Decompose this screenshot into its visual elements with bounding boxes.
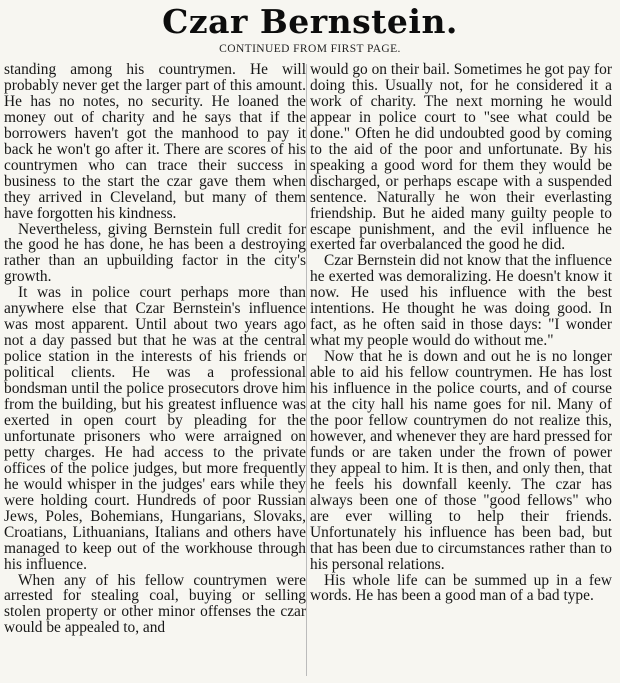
right-paragraph-3: Now that he is down and out he is no longer able to aid his fellow countrymen. He has lost his influence in the police courts, and of course at the city hall his name goes for nil. Many of the poor fellow countrymen do not realize this, however, and whenever they are hard pressed for funds or are taken under the frown of power they appeal to him. It is then, and only then, that he feels his downfall keenly. The czar has always been one of those "good fellows" who are ever willing to help their friends. Unfortunately his influence has been bad, but that has been due to circumstances rather than to his personal relations. (310, 348, 612, 573)
right-paragraph-1: would go on their bail. Sometimes he got pay for doing this. Usually not, for he considered it a work of charity. The next morning he would appear in police court to "see what could be done." Often he did undoubted good by coming to the aid of the poor and unfortunate. By his speaking a good word for them they would be discharged, or perhaps escape with a suspended sentence. Naturally he won their everlasting friendship. But he aided many guilty people to escape punishment, and the evil influence he exerted far overbalanced the good he did. (310, 62, 612, 254)
left-paragraph-4: When any of his fellow countrymen were arrested for stealing coal, buying or selling stolen property or other minor offenses the czar would be appealed to, and (4, 571, 306, 637)
left-column (4, 62, 306, 680)
column-divider (306, 64, 307, 676)
right-column (310, 62, 612, 680)
right-paragraph-2: Czar Bernstein did not know that the influence he exerted was demoralizing. He doesn't know it now. He used his influence with the best intentions. He thought he was doing good. In fact, as he often said in those days: "I wonder what my people would do without me." (310, 252, 612, 350)
left-paragraph-1: standing among his countrymen. He will probably never get the larger part of this amount. He has no notes, no security. He loaned the money out of charity and he says that if the borrowers haven't got the manhood to pay it back he won't go after it. There are scores of his countrymen who can trace their success in business to the start the czar gave them when they arrived in Cleveland, but many of them have forgotten his kindness. (4, 62, 306, 222)
left-paragraph-2: Nevertheless, giving Bernstein full credit for the good he has done, he has been a destroying rather than an upbuilding factor in the city's growth. (4, 220, 306, 286)
continuation-note: CONTINUED FROM FIRST PAGE. (219, 43, 401, 55)
left-paragraph-3: It was in police court perhaps more than anywhere else that Czar Bernstein's influence was most apparent. Until about two years ago not a day passed but that he was at the central police station in the interests of his friends or political clients. He was a professional bondsman until the police prosecutors drove him from the building, but his greatest influence was exerted in open court by pleading for the unfortunate prisoners who were arraigned on petty charges. He had access to the private offices of the police judges, but more frequently he would whisper in the judges' ears while they were holding court. Hundreds of poor Russian Jews, Poles, Bohemians, Hungarians, Slovaks, Croatians, Lithuanians, Italians and others have managed to keep out of the workhouse through his influence. (4, 284, 306, 573)
article-headline: Czar Bernstein. (162, 2, 458, 41)
right-paragraph-4: His whole life can be summed up in a few words. He has been a good man of a bad type. (310, 571, 612, 605)
